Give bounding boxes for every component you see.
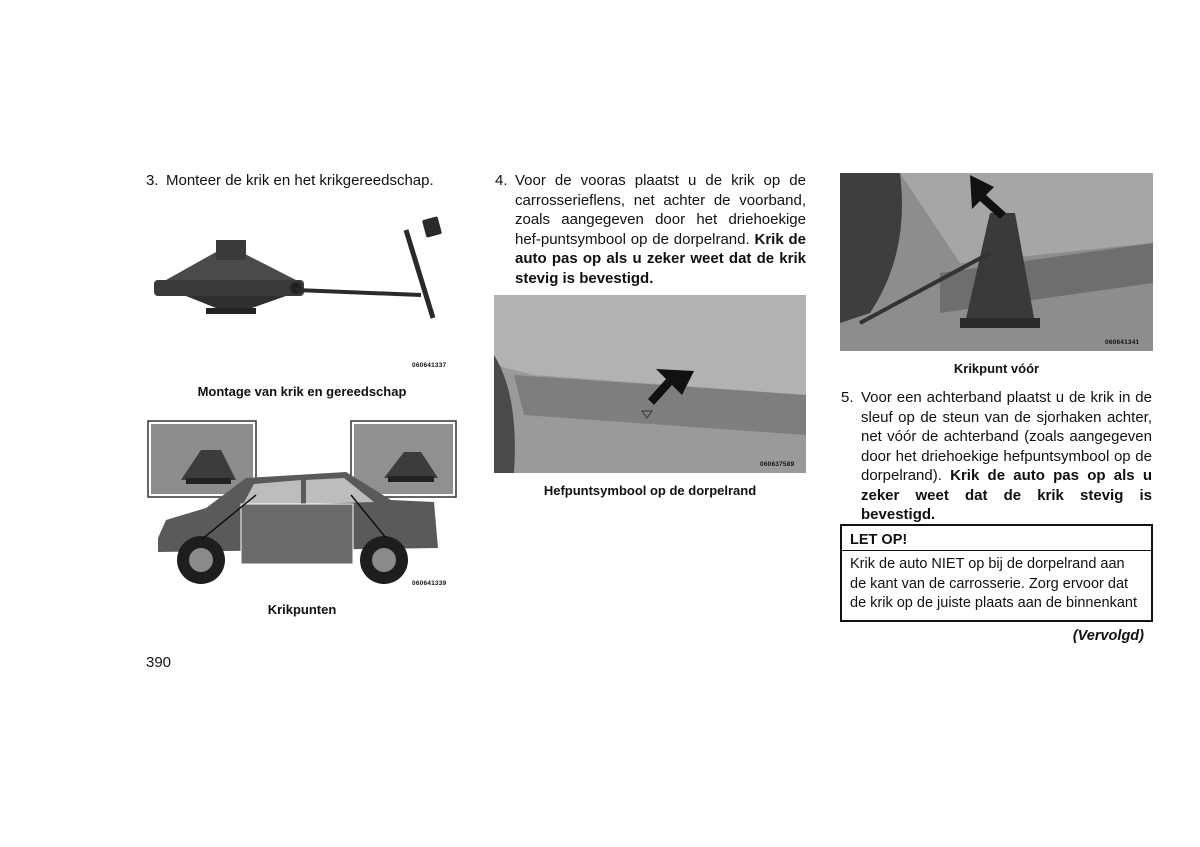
figure-caption: Krikpunt vóór: [953, 361, 1040, 376]
front-jack-point-photo: [840, 173, 1153, 351]
figure-code: 060641341: [1105, 339, 1140, 346]
jack-and-tool-illustration: [146, 210, 456, 375]
warning-text: Krik de auto NIET op bij de dorpelrand aan de kant van de carrosserie. Zorg ervoor dat de krik op de juiste plaats aan de binnenkant: [842, 550, 1151, 614]
continued-label: (Vervolgd): [1072, 628, 1144, 644]
figure-caption: Krikpunten: [267, 602, 337, 617]
step-text: Monteer de krik en het krikgereedschap.: [166, 172, 434, 189]
step-number: 5.: [841, 389, 854, 406]
warning-title: LET OP!: [850, 532, 908, 548]
jack-assembly-figure: [146, 210, 456, 375]
step-text: Voor de vooras plaatst u de krik op de carrosserieflens, net achter de voorband, zoals aangegeven door het driehoekige hef-puntsymbool op de dorpelrand.: [515, 172, 806, 248]
step-3: [146, 171, 446, 191]
step-number: 3.: [146, 172, 159, 189]
step-number: 4.: [495, 172, 508, 189]
page-number: 390: [146, 654, 172, 671]
figure-caption: Hefpuntsymbool op de dorpelrand: [543, 483, 757, 498]
step-text: Voor een achterband plaatst u de krik in de sleuf op de steun van de sjorhaken achter, net vóór de achterband (zoals aangegeven door het driehoekige hefpuntsymbool op de dorpelrand).: [861, 389, 1152, 484]
front-jack-photo-illustration: [840, 173, 1153, 351]
figure-code: 060637589: [760, 461, 795, 468]
step-4: [495, 171, 806, 288]
warning-box: [840, 524, 1153, 622]
step-5: [841, 388, 1152, 525]
figure-code: 060641337: [412, 362, 447, 369]
lift-point-symbol-photo: [494, 295, 806, 473]
sill-photo-illustration: [494, 295, 806, 473]
step-warning-text: Krik de auto pas op als u zeker weet dat de krik stevig is bevestigd.: [861, 467, 1152, 523]
figure-caption: Montage van krik en gereedschap: [197, 384, 407, 399]
jacking-points-figure: [146, 420, 458, 592]
vehicle-jacking-points-illustration: [146, 420, 458, 592]
step-warning-text: Krik de auto pas op als u zeker weet dat de krik stevig is bevestigd.: [515, 230, 807, 287]
figure-code: 060641339: [412, 580, 447, 587]
